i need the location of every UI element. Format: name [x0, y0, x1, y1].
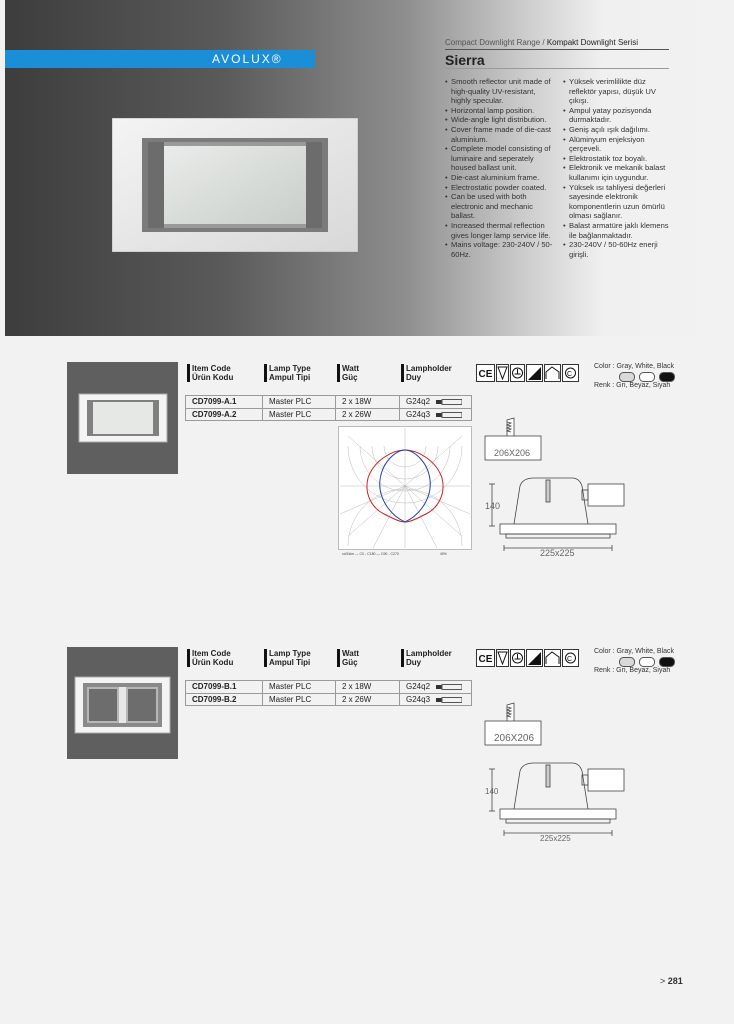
cutout-dimension: 206X206 [494, 733, 535, 744]
feature-item: • Wide-angle light distribution. [445, 115, 555, 125]
col-header-item: Item Code Ürün Kodu [192, 364, 234, 382]
width-dimension: 225x225 [540, 834, 571, 843]
page-title: Sierra [445, 52, 485, 68]
lampholder: G24q2 [400, 681, 472, 694]
width-dimension: 225x225 [540, 548, 575, 558]
col-header-watt: Watt Güç [342, 364, 360, 382]
feature-item: • Balast armatüre jaklı klemens ile bağlanmaktadır. [563, 221, 675, 240]
feature-item: • Geniş açılı ışık dağılımı. [563, 125, 675, 135]
range-tr: Kompakt Downlight Serisi [546, 38, 638, 47]
col-header-item: Item Code Ürün Kodu [192, 649, 234, 667]
product-block-a [0, 362, 734, 642]
item-code: CD7099-B.1 [186, 681, 263, 694]
title-rule [445, 68, 669, 69]
dimension-drawing-a [484, 414, 634, 560]
lampholder-icon [436, 684, 462, 690]
svg-text:C: C [567, 656, 573, 663]
color-label-en: Color : Gray, White, Black [594, 363, 675, 370]
feature-item: • 230-240V / 50-60Hz enerji girişli. [563, 240, 675, 259]
lamp-type: Master PLC [263, 408, 336, 421]
certification-icons [476, 364, 588, 384]
product-table-b [185, 680, 472, 706]
lamp-type: Master PLC [263, 681, 336, 694]
col-header-lamp: Lamp Type Ampul Tipi [269, 649, 311, 667]
feature-item: • Cover frame made of die-cast aluminium. [445, 125, 555, 144]
feature-item: • Yüksek verimlilikte düz reflektör yapısı, düşük UV çıkışı. [563, 77, 675, 106]
dimension-drawing-b [484, 699, 634, 845]
col-header-watt: Watt Güç [342, 649, 360, 667]
product-hero-image [112, 118, 358, 252]
polar-legend: cd/1klm — C0 - C180 — C90 - C270 49% [342, 552, 447, 556]
open-reflector-downlight-image [67, 647, 178, 759]
col-header-holder: Lampholder Duy [406, 364, 452, 382]
polar-light-distribution-diagram [338, 426, 472, 550]
lampholder: G24q3 [400, 693, 472, 706]
features-tr-list [563, 77, 675, 259]
wattage: 2 x 18W [336, 396, 400, 409]
brand-logo: AVOLUX® [212, 52, 283, 66]
lampholder-icon [436, 697, 462, 703]
feature-item: • Alüminyum enjeksiyon çerçeveli. [563, 135, 675, 154]
cutout-dimension: 206X206 [494, 448, 531, 458]
table-row [186, 693, 472, 706]
table-row [186, 408, 472, 421]
color-label-tr: Renk : Gri, Beyaz, Siyah [594, 667, 671, 674]
feature-item: • Die-cast aluminium frame. [445, 173, 555, 183]
feature-item: • Mains voltage: 230-240V / 50-60Hz. [445, 240, 555, 259]
product-block-b [0, 647, 734, 927]
lamp-type: Master PLC [263, 693, 336, 706]
range-en: Compact Downlight Range / [445, 38, 547, 47]
page-number: > 281 [660, 976, 683, 986]
item-code: CD7099-B.2 [186, 693, 263, 706]
height-dimension: 140 [485, 501, 501, 511]
feature-item: • Smooth reflector unit made of high-quality UV-resistant, highly specular. [445, 77, 555, 106]
table-row [186, 396, 472, 409]
product-thumbnail-b [67, 647, 178, 759]
lampholder: G24q3 [400, 408, 472, 421]
range-subtitle [445, 38, 638, 47]
lampholder: G24q2 [400, 396, 472, 409]
feature-item: • Electrostatic powder coated. [445, 183, 555, 193]
color-label-en: Color : Gray, White, Black [594, 648, 675, 655]
features-en-list [445, 77, 555, 259]
item-code: CD7099-A.2 [186, 408, 263, 421]
feature-item: • Increased thermal reflection gives longer lamp service life. [445, 221, 555, 240]
header-rule [445, 49, 669, 50]
feature-item: • Can be used with both electronic and mechanic ballast. [445, 192, 555, 221]
wattage: 2 x 26W [336, 693, 400, 706]
svg-text:CE: CE [478, 654, 493, 665]
feature-item: • Ampul yatay pozisyonda durmaktadır. [563, 106, 675, 125]
height-dimension: 140 [485, 787, 499, 796]
wattage: 2 x 26W [336, 408, 400, 421]
col-header-holder: Lampholder Duy [406, 649, 452, 667]
color-label-tr: Renk : Gri, Beyaz, Siyah [594, 382, 671, 389]
lampholder-icon [436, 399, 462, 405]
feature-item: • Horizontal lamp position. [445, 106, 555, 116]
col-header-lamp: Lamp Type Ampul Tipi [269, 364, 311, 382]
product-thumbnail-a [67, 362, 178, 474]
svg-text:CE: CE [478, 369, 493, 380]
lamp-type: Master PLC [263, 396, 336, 409]
table-row [186, 681, 472, 694]
certification-icons [476, 649, 588, 669]
svg-text:C: C [567, 371, 573, 378]
feature-item: • Elektronik ve mekanik balast kullanımı için uygundur. [563, 163, 675, 182]
feature-item: • Elektrostatik toz boyalı. [563, 154, 675, 164]
feature-item: • Yüksek ısı tahliyesi değerleri sayesinde elektronik komponentlerin uzun ömürlü olması sağlanır. [563, 183, 675, 221]
feature-item: • Complete model consisting of luminaire and seperately housed ballast unit. [445, 144, 555, 173]
lampholder-icon [436, 412, 462, 418]
item-code: CD7099-A.1 [186, 396, 263, 409]
product-table-a [185, 395, 472, 421]
wattage: 2 x 18W [336, 681, 400, 694]
frosted-downlight-image [67, 362, 178, 474]
